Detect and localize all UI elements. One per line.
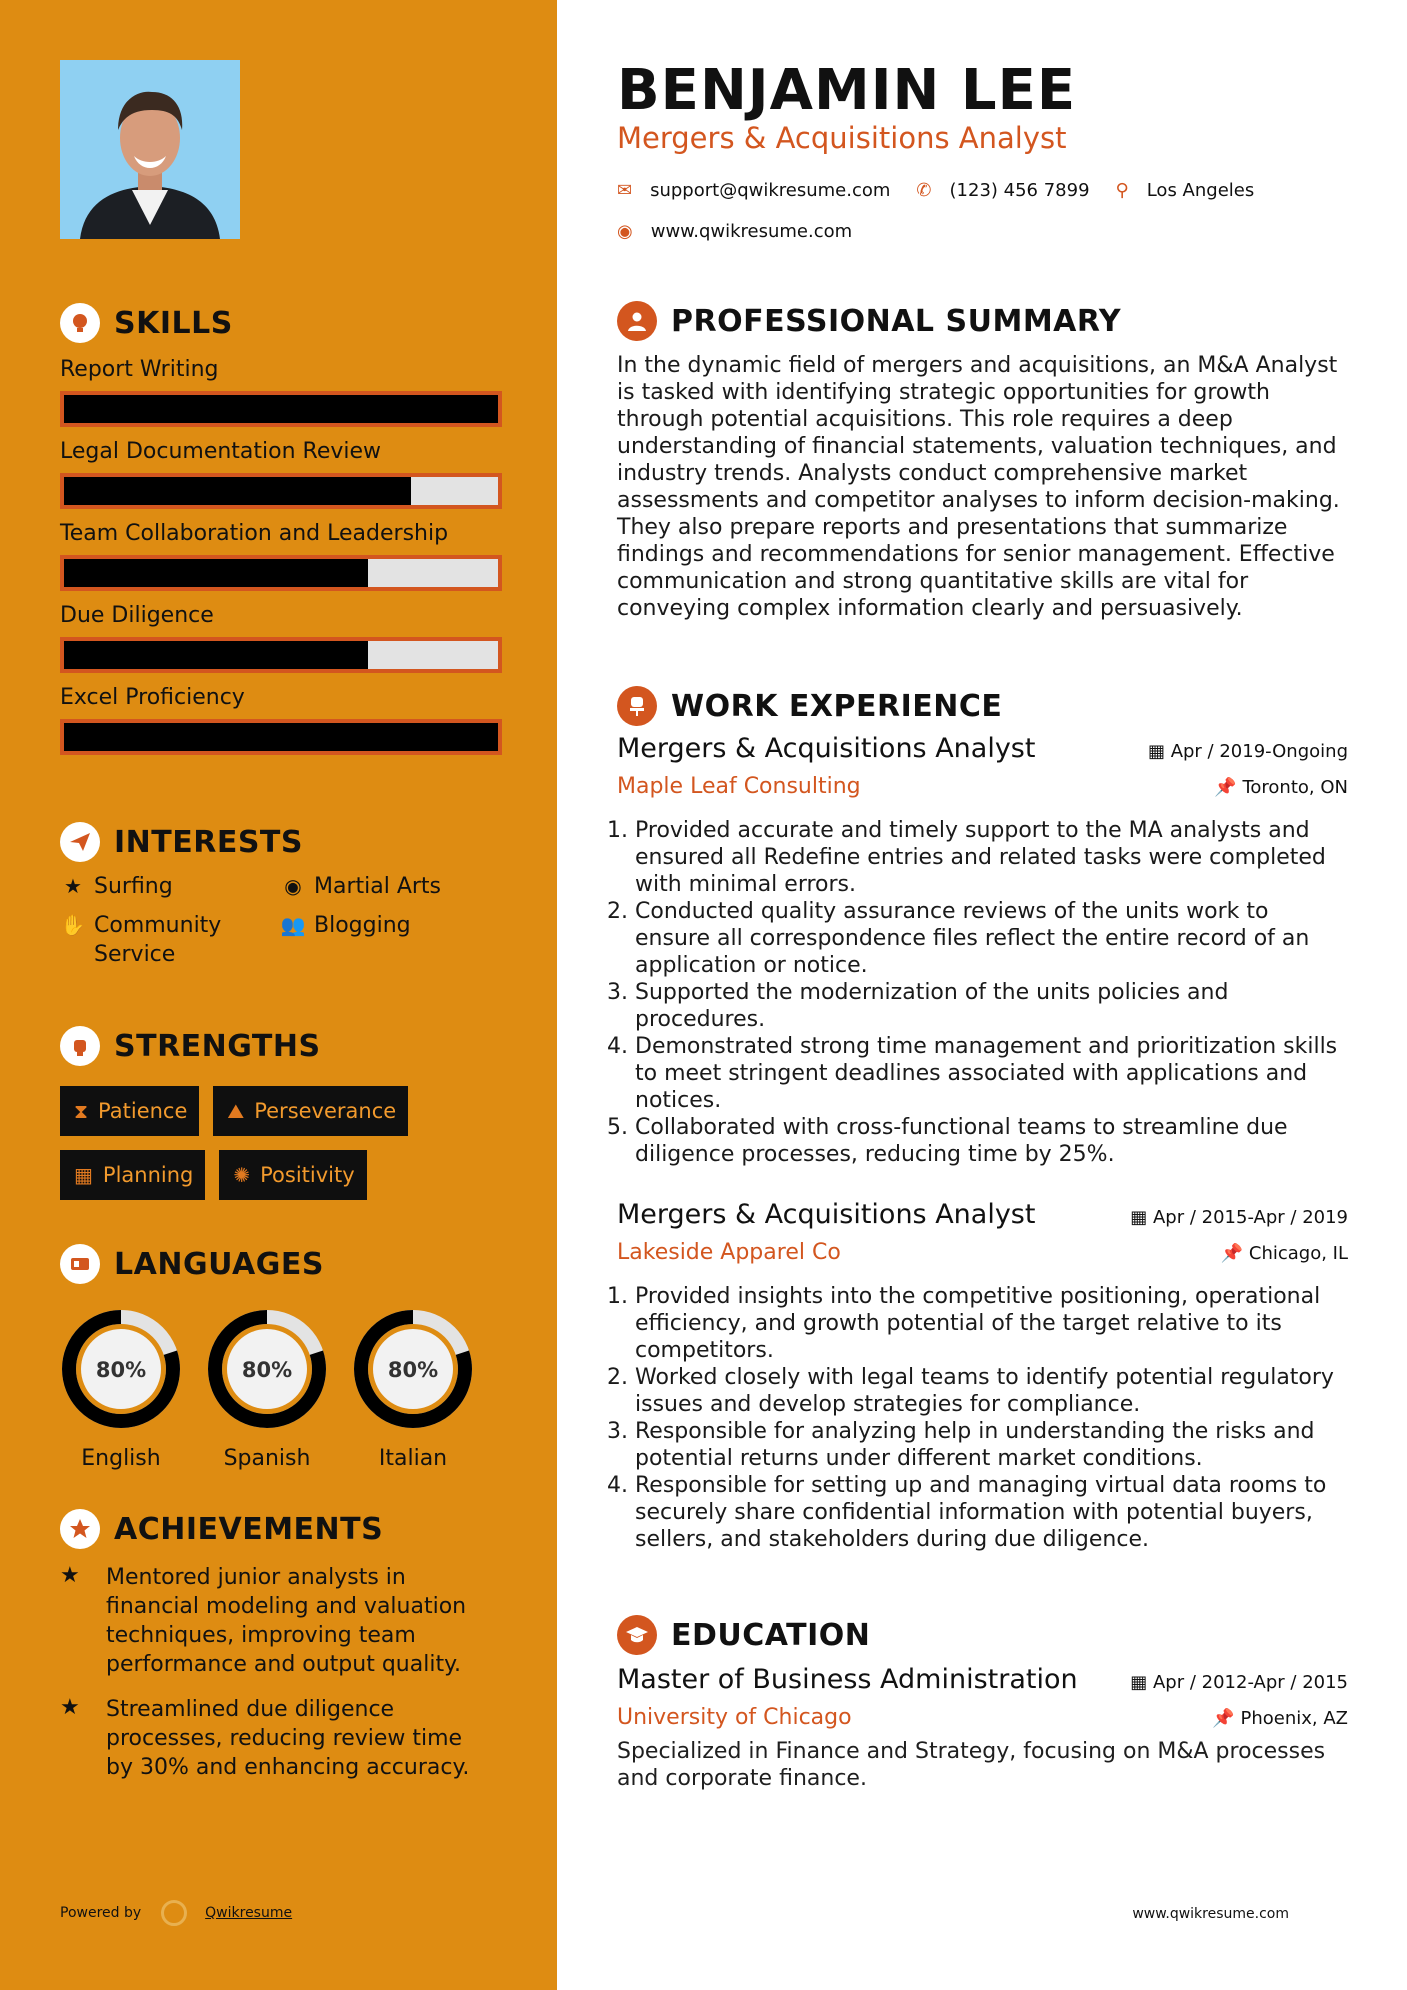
- job-bullets: [617, 1283, 1348, 1553]
- star-badge-icon: [60, 1509, 100, 1549]
- skill-bar-fill: [64, 477, 411, 505]
- skills-list: [60, 353, 510, 755]
- globe-icon: ◉: [284, 874, 302, 898]
- language-item: [352, 1308, 474, 1471]
- shooting-star-icon: ★: [60, 1695, 80, 1720]
- achievements-list: [60, 1563, 510, 1782]
- road-icon: ⛰: [227, 1099, 245, 1123]
- profile-photo: [60, 60, 240, 239]
- pin-icon: 📌: [1212, 1708, 1241, 1729]
- language-percent: 80%: [241, 1358, 293, 1382]
- skill-bar: [60, 473, 502, 509]
- language-item: [60, 1308, 182, 1471]
- interest-item: [280, 911, 500, 969]
- job-bullet: 3. Supported the modernization of the units policies and procedures.: [635, 979, 1348, 1033]
- job-entry: [617, 1199, 1348, 1553]
- skill-label: Team Collaboration and Leadership: [60, 521, 449, 546]
- strengths-section: [60, 1024, 510, 1200]
- strength-label: Perseverance: [254, 1099, 397, 1123]
- language-item: [206, 1308, 328, 1471]
- strength-label: Planning: [102, 1163, 194, 1187]
- language-name: Italian: [378, 1446, 448, 1471]
- languages-section: [60, 1242, 510, 1471]
- job-bullet: 4. Responsible for setting up and managing virtual data rooms to securely share confidential information with potential buyers, sellers, and stakeholders during due diligence.: [635, 1472, 1348, 1553]
- job-location: 📌 Chicago, IL: [1220, 1243, 1348, 1264]
- education-text: Specialized in Finance and Strategy, focusing on M&A processes and corporate finance.: [617, 1739, 1326, 1791]
- contact-row-1: [617, 180, 1254, 201]
- achievements-title: ACHIEVEMENTS: [114, 1511, 384, 1547]
- phone-icon: ✆: [916, 180, 932, 201]
- achievement-item: [60, 1563, 510, 1679]
- pin-icon: 📌: [1214, 777, 1243, 798]
- achievement-text: Mentored junior analysts in financial modeling and valuation techniques, improving team performance and output quality.: [106, 1565, 467, 1677]
- language-name: English: [81, 1446, 161, 1471]
- language-name: Spanish: [223, 1446, 311, 1471]
- contact-row-2: [617, 221, 852, 242]
- chair-icon: [617, 686, 657, 726]
- language-ring: [60, 1308, 182, 1430]
- skills-section: [60, 301, 510, 755]
- globe-icon: ◉: [617, 221, 633, 242]
- job-bullets: [617, 817, 1348, 1168]
- language-percent: 80%: [95, 1358, 147, 1382]
- skill-label: Legal Documentation Review: [60, 439, 382, 464]
- skill-bar: [60, 555, 502, 591]
- skill-bar-fill: [64, 641, 368, 669]
- calendar-icon: ▦: [1130, 1672, 1153, 1693]
- star-icon: ★: [64, 874, 82, 898]
- summary-header: [617, 301, 1121, 341]
- job-company: Maple Leaf Consulting: [617, 774, 861, 799]
- qwikresume-logo-icon: [161, 1900, 187, 1926]
- job-company: Lakeside Apparel Co: [617, 1240, 841, 1265]
- job-entry: [617, 733, 1348, 1168]
- interests-section: [60, 820, 510, 969]
- language-icon: [60, 1244, 100, 1284]
- shooting-star-icon: ★: [60, 1563, 80, 1588]
- hourglass-icon: ⧗: [74, 1099, 89, 1123]
- achievements-section: [60, 1507, 510, 1782]
- pin-icon: 📌: [1220, 1243, 1249, 1264]
- strength-tag: [213, 1086, 408, 1136]
- interest-label: Blogging: [314, 913, 411, 938]
- skill-label: Excel Proficiency: [60, 685, 245, 710]
- language-ring: [206, 1308, 328, 1430]
- lightbulb-icon: [60, 303, 100, 343]
- strength-label: Patience: [98, 1099, 188, 1123]
- envelope-icon: ✉: [617, 180, 633, 201]
- skill-bar: [60, 391, 502, 427]
- contact-website[interactable]: www.qwikresume.com: [650, 221, 853, 242]
- skill-bar: [60, 719, 502, 755]
- skill-bar-fill: [64, 723, 498, 751]
- candidate-role: Mergers & Acquisitions Analyst: [617, 121, 1067, 155]
- users-icon: 👥: [280, 913, 306, 937]
- strength-tag: [219, 1150, 366, 1200]
- calendar-icon: ▦: [74, 1163, 93, 1187]
- interest-item: [60, 911, 280, 969]
- job-bullet: 2. Worked closely with legal teams to identify potential regulatory issues and develop strategies for compliance.: [635, 1364, 1348, 1418]
- job-bullet: 4. Demonstrated strong time management and prioritization skills to meet stringent deadlines associated with applications and notices.: [635, 1033, 1348, 1114]
- skill-label: Report Writing: [60, 357, 219, 382]
- contact-email[interactable]: support@qwikresume.com: [650, 180, 891, 201]
- powered-by-link[interactable]: Qwikresume: [205, 1905, 293, 1921]
- education-school: University of Chicago: [617, 1705, 852, 1730]
- language-percent: 80%: [387, 1358, 439, 1382]
- calendar-icon: ▦: [1147, 741, 1171, 762]
- strengths-title: STRENGTHS: [114, 1028, 321, 1064]
- job-bullet: 2. Conducted quality assurance reviews of the units work to ensure all correspondence files reflect the entire record of an application or notice.: [635, 898, 1348, 979]
- skill-bar: [60, 637, 502, 673]
- education-location: 📌 Phoenix, AZ: [1212, 1708, 1348, 1729]
- hand-icon: ✋: [60, 913, 86, 937]
- education-entry: [617, 1664, 1348, 1792]
- achievement-text: Streamlined due diligence processes, reducing review time by 30% and enhancing accuracy.: [106, 1697, 470, 1780]
- user-icon: [617, 301, 657, 341]
- interest-item: [280, 872, 500, 901]
- education-degree: Master of Business Administration: [617, 1664, 1078, 1695]
- education-header: [617, 1615, 870, 1655]
- interest-label: Community Service: [94, 913, 222, 967]
- sun-icon: ✺: [233, 1163, 251, 1187]
- interest-item: [60, 872, 280, 901]
- job-bullet: 1. Provided insights into the competitive positioning, operational efficiency, and growth potential of the target relative to its competitors.: [635, 1283, 1348, 1364]
- graduation-cap-icon: [617, 1615, 657, 1655]
- skills-title: SKILLS: [114, 305, 233, 341]
- skill-bar-fill: [64, 395, 498, 423]
- contact-phone[interactable]: (123) 456 7899: [949, 180, 1090, 201]
- interest-label: Martial Arts: [314, 874, 442, 899]
- footer-url[interactable]: www.qwikresume.com: [1132, 1906, 1289, 1922]
- job-date: ▦ Apr / 2019-Ongoing: [1147, 741, 1348, 762]
- powered-by-text: Powered by: [60, 1905, 142, 1921]
- interests-title: INTERESTS: [114, 824, 303, 860]
- strength-tag: [60, 1150, 205, 1200]
- experience-header: [617, 686, 1002, 726]
- candidate-name: BENJAMIN LEE: [617, 58, 1077, 123]
- job-date: ▦ Apr / 2015-Apr / 2019: [1130, 1207, 1348, 1228]
- skill-label: Due Diligence: [60, 603, 214, 628]
- summary-title: PROFESSIONAL SUMMARY: [671, 303, 1122, 339]
- achievement-item: [60, 1695, 510, 1782]
- job-bullet: 1. Provided accurate and timely support to the MA analysts and ensured all Redefine entries and related tasks were completed with minimal errors.: [635, 817, 1348, 898]
- strength-label: Positivity: [260, 1163, 355, 1187]
- skill-bar-fill: [64, 559, 368, 587]
- job-bullet: 3. Responsible for analyzing help in understanding the risks and potential returns under different market conditions.: [635, 1418, 1348, 1472]
- strengths-list: [60, 1086, 510, 1200]
- map-marker-icon: ⚲: [1115, 180, 1129, 201]
- contact-location: Los Angeles: [1146, 180, 1255, 201]
- education-date: ▦ Apr / 2012-Apr / 2015: [1130, 1672, 1348, 1693]
- education-title: EDUCATION: [671, 1617, 871, 1653]
- fist-icon: [60, 1026, 100, 1066]
- languages-title: LANGUAGES: [114, 1246, 324, 1282]
- job-bullet: 5. Collaborated with cross-functional teams to streamline due diligence processes, reducing time by 25%.: [635, 1114, 1348, 1168]
- languages-list: [60, 1308, 510, 1471]
- sidebar: [0, 0, 557, 1990]
- job-title: Mergers & Acquisitions Analyst: [617, 733, 1036, 764]
- powered-by: [60, 1900, 292, 1926]
- paper-plane-icon: [60, 822, 100, 862]
- language-ring: [352, 1308, 474, 1430]
- strength-tag: [60, 1086, 199, 1136]
- job-location: 📌 Toronto, ON: [1214, 777, 1348, 798]
- experience-title: WORK EXPERIENCE: [671, 688, 1003, 724]
- job-title: Mergers & Acquisitions Analyst: [617, 1199, 1036, 1230]
- interests-list: [60, 872, 510, 969]
- summary-text: In the dynamic field of mergers and acquisitions, an M&A Analyst is tasked with identifying strategic opportunities for growth through potential acquisitions. This role requires a deep understanding of financial statements, valuation techniques, and industry trends. Analysts conduct comprehensive market assessments and competitor analyses to inform decision-making. They also prepare reports and presentations that summarize findings and recommendations for senior management. Effective communication and strong quantitative skills are vital for conveying complex information clearly and persuasively.: [617, 353, 1340, 621]
- interest-label: Surfing: [94, 874, 173, 899]
- calendar-icon: ▦: [1130, 1207, 1153, 1228]
